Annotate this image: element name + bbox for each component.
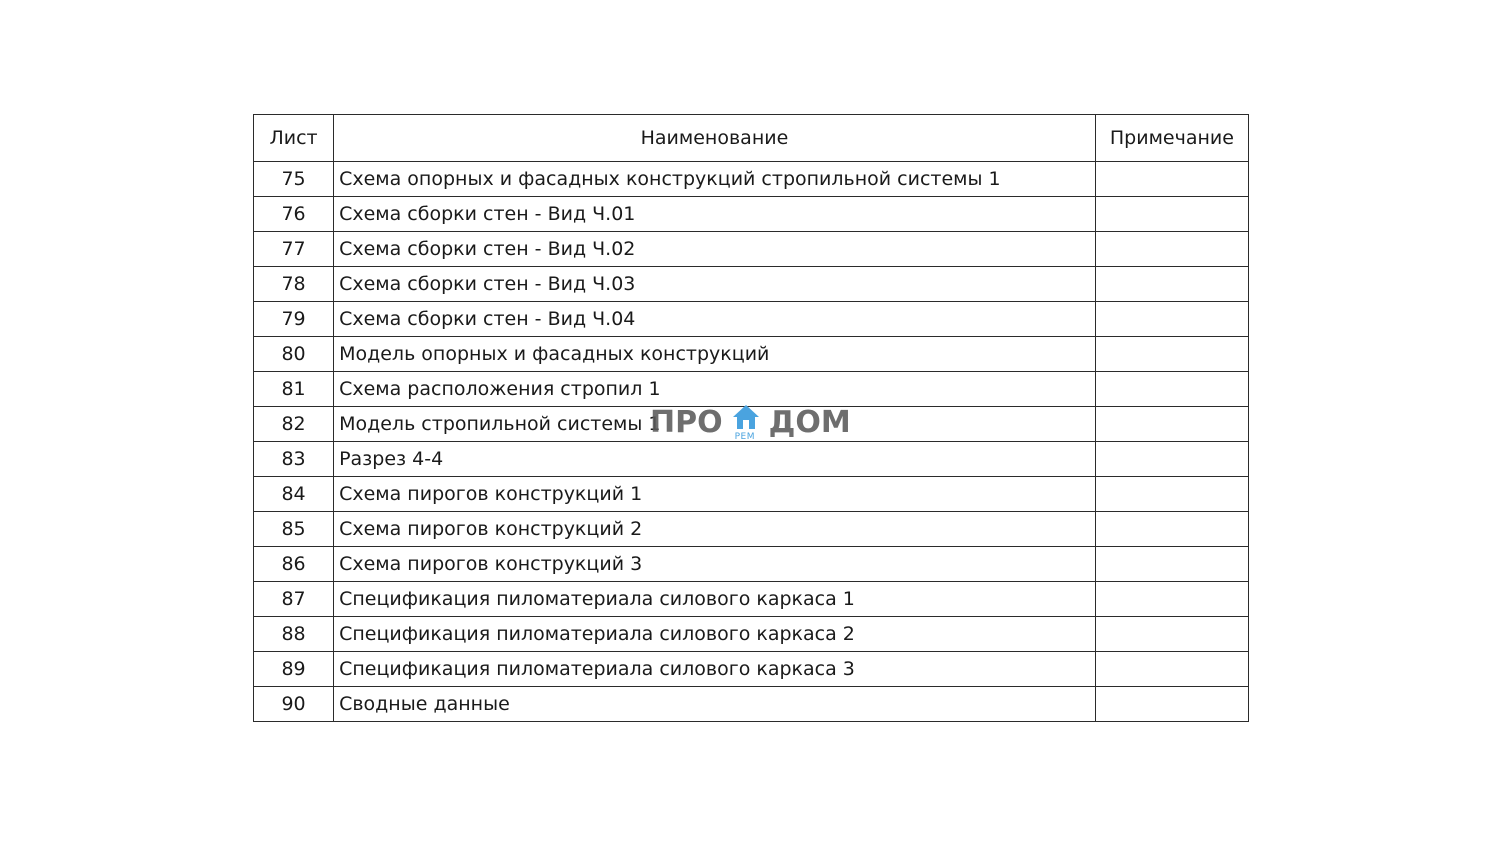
sheet-name-cell: Схема сборки стен - Вид Ч.03 (334, 267, 1096, 302)
sheet-number-cell: 84 (254, 477, 334, 512)
sheet-name-cell: Схема пирогов конструкций 2 (334, 512, 1096, 547)
sheet-name-cell: Спецификация пиломатериала силового каркаса 2 (334, 617, 1096, 652)
sheet-note-cell (1095, 197, 1248, 232)
watermark-subtext: РЕМ (734, 432, 755, 442)
sheet-number-cell: 88 (254, 617, 334, 652)
sheet-note-cell (1095, 512, 1248, 547)
sheet-note-cell (1095, 302, 1248, 337)
table-row (254, 512, 1249, 547)
sheet-number-cell: 83 (254, 442, 334, 477)
sheet-number-cell: 75 (254, 162, 334, 197)
sheet-name-cell: Схема пирогов конструкций 1 (334, 477, 1096, 512)
watermark-text-left: ПРО (650, 404, 723, 440)
table-row (254, 477, 1249, 512)
table-row (254, 372, 1249, 407)
sheet-number-cell: 78 (254, 267, 334, 302)
table-header-row (254, 115, 1249, 162)
table-row (254, 337, 1249, 372)
sheet-number-cell: 77 (254, 232, 334, 267)
table-row (254, 197, 1249, 232)
sheet-name-cell: Схема расположения стропил 1 (334, 372, 1096, 407)
table-row (254, 442, 1249, 477)
sheet-name-cell: Спецификация пиломатериала силового каркаса 1 (334, 582, 1096, 617)
sheet-number-cell: 82 (254, 407, 334, 442)
table-row (254, 547, 1249, 582)
table-row (254, 687, 1249, 722)
sheet-note-cell (1095, 617, 1248, 652)
sheet-note-cell (1095, 267, 1248, 302)
sheet-number-cell: 85 (254, 512, 334, 547)
table-row (254, 407, 1249, 442)
sheet-note-cell (1095, 407, 1248, 442)
sheet-name-cell: Сводные данные (334, 687, 1096, 722)
sheet-name-cell: Схема сборки стен - Вид Ч.04 (334, 302, 1096, 337)
sheet-number-cell: 80 (254, 337, 334, 372)
sheet-name-cell: Схема сборки стен - Вид Ч.01 (334, 197, 1096, 232)
watermark-text-right: ДОМ (768, 404, 851, 440)
sheet-number-cell: 90 (254, 687, 334, 722)
sheet-name-cell: Модель стропильной системы 1 (334, 407, 1096, 442)
sheet-number-cell: 81 (254, 372, 334, 407)
table-row (254, 652, 1249, 687)
sheet-number-cell: 87 (254, 582, 334, 617)
sheet-note-cell (1095, 162, 1248, 197)
sheet-note-cell (1095, 547, 1248, 582)
sheet-note-cell (1095, 232, 1248, 267)
table-row (254, 267, 1249, 302)
sheet-note-cell (1095, 337, 1248, 372)
sheet-note-cell (1095, 442, 1248, 477)
sheet-note-cell (1095, 652, 1248, 687)
sheet-list-table (253, 114, 1249, 722)
sheet-number-cell: 79 (254, 302, 334, 337)
header-note: Примечание (1095, 115, 1248, 162)
table-row (254, 162, 1249, 197)
sheet-number-cell: 86 (254, 547, 334, 582)
sheet-number-cell: 76 (254, 197, 334, 232)
sheet-note-cell (1095, 372, 1248, 407)
table-row (254, 232, 1249, 267)
sheet-note-cell (1095, 687, 1248, 722)
sheet-name-cell: Схема сборки стен - Вид Ч.02 (334, 232, 1096, 267)
header-sheet: Лист (254, 115, 334, 162)
table-row (254, 582, 1249, 617)
sheet-note-cell (1095, 582, 1248, 617)
table-row (254, 302, 1249, 337)
sheet-note-cell (1095, 477, 1248, 512)
sheet-name-cell: Модель опорных и фасадных конструкций (334, 337, 1096, 372)
sheet-name-cell: Схема пирогов конструкций 3 (334, 547, 1096, 582)
sheet-name-cell: Схема опорных и фасадных конструкций стропильной системы 1 (334, 162, 1096, 197)
header-name: Наименование (334, 115, 1096, 162)
sheet-name-cell: Разрез 4-4 (334, 442, 1096, 477)
sheet-name-cell: Спецификация пиломатериала силового каркаса 3 (334, 652, 1096, 687)
sheet-number-cell: 89 (254, 652, 334, 687)
table-row (254, 617, 1249, 652)
